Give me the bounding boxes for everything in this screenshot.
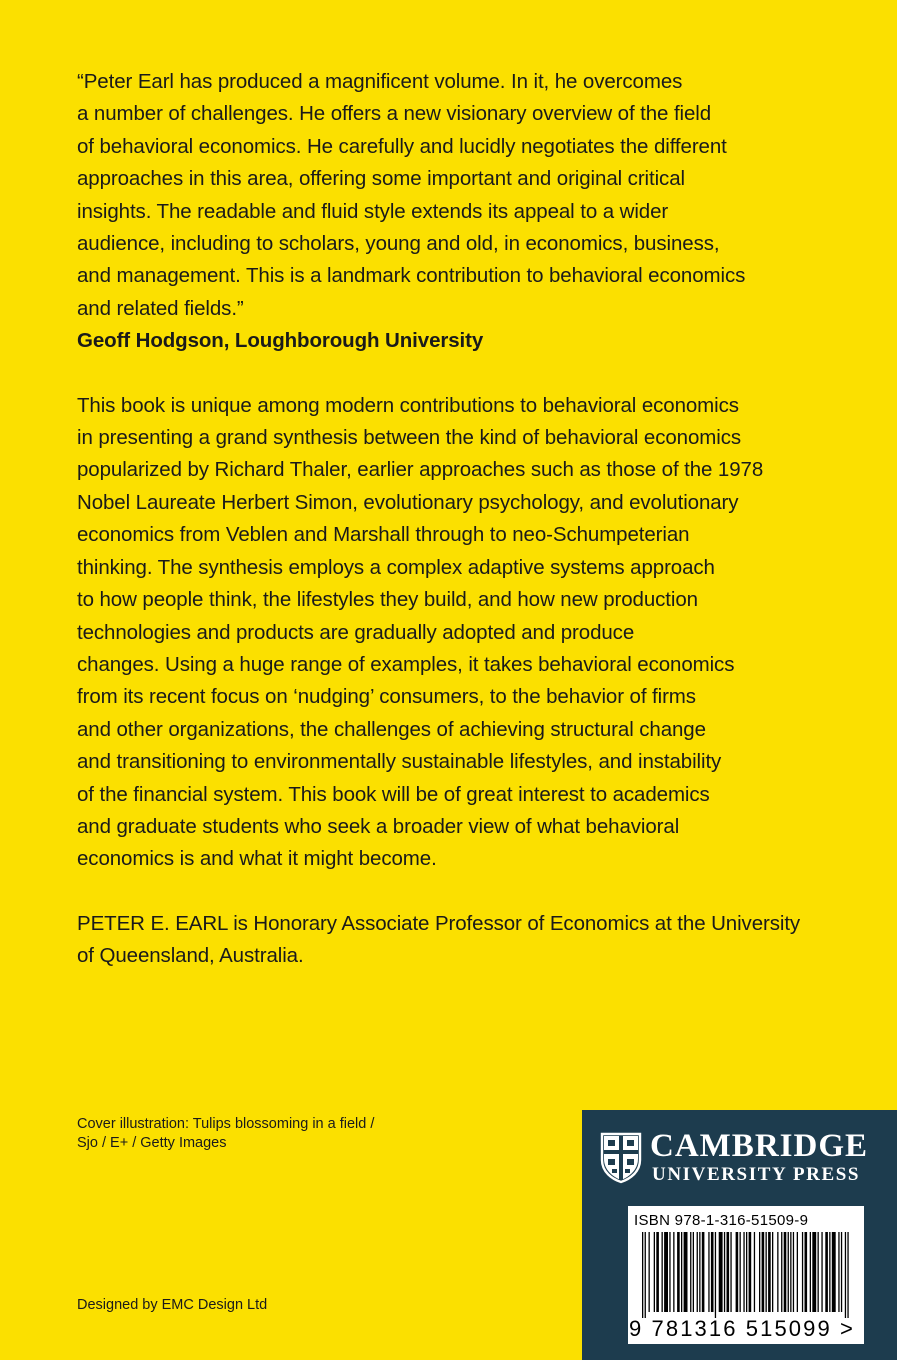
barcode-bar: [802, 1232, 803, 1312]
publisher-logo-text: [650, 1128, 868, 1186]
quote-line: approaches in this area, offering some important and original critical: [77, 167, 685, 191]
description-line: changes. Using a huge range of examples, it takes behavioral economics: [77, 652, 735, 676]
barcode-bar: [724, 1232, 725, 1312]
quote-line: and management. This is a landmark contribution to behavioral economics: [77, 264, 746, 288]
description-line: Nobel Laureate Herbert Simon, evolutionary psychology, and evolutionary: [77, 490, 739, 514]
description-line: from its recent focus on ‘nudging’ consumers, to the behavior of firms: [77, 685, 696, 709]
barcode-bar: [762, 1232, 765, 1312]
barcode-bar: [662, 1232, 663, 1312]
barcode-bar: [715, 1232, 716, 1318]
barcode-bar: [656, 1232, 659, 1312]
barcode-bar: [649, 1232, 650, 1312]
barcode-bar: [818, 1232, 819, 1312]
barcode-bar: [759, 1232, 760, 1312]
quote-line: insights. The readable and fluid style extends its appeal to a wider: [77, 199, 669, 223]
barcode-bar: [777, 1232, 778, 1312]
author-bio: [77, 908, 867, 973]
barcode-bar: [845, 1232, 846, 1318]
barcode-bar: [740, 1232, 741, 1312]
barcode-bar: [790, 1232, 791, 1312]
quote-line: and related fields.”: [77, 296, 244, 320]
blurb-text: [77, 66, 867, 973]
barcode-bar: [841, 1232, 842, 1312]
barcode-bar: [825, 1232, 828, 1312]
barcode-bar: [642, 1232, 643, 1318]
cambridge-shield-icon: [600, 1132, 642, 1184]
barcode-bar: [781, 1232, 782, 1312]
publisher-panel: [582, 1110, 897, 1360]
description-line: popularized by Richard Thaler, earlier approaches such as those of the 1978: [77, 458, 764, 482]
description-line: and transitioning to environmentally sustainable lifestyles, and instability: [77, 750, 722, 774]
barcode-bar: [766, 1232, 767, 1312]
description-line: to how people think, the lifestyles they build, and how new production: [77, 588, 698, 612]
barcode-bar: [746, 1232, 747, 1312]
description-line: and other organizations, the challenges of achieving structural change: [77, 717, 706, 741]
barcode-bar: [749, 1232, 752, 1312]
bio-line: PETER E. EARL is Honorary Associate Professor of Economics at the University: [77, 911, 801, 935]
barcode-bar: [693, 1232, 694, 1312]
description-line: in presenting a grand synthesis between the kind of behavioral economics: [77, 426, 742, 450]
barcode-bar: [654, 1232, 655, 1312]
quote-attribution: Geoff Hodgson, Loughborough University: [77, 329, 484, 353]
barcode-bar: [829, 1232, 830, 1312]
barcode-bar: [664, 1232, 668, 1312]
paragraph-gap: [77, 358, 867, 390]
barcode-label: [628, 1206, 864, 1344]
barcode-bar: [788, 1232, 789, 1312]
barcode-bar: [645, 1232, 646, 1318]
description-line: economics from Veblen and Marshall through to neo-Schumpeterian: [77, 523, 690, 547]
quote-line: audience, including to scholars, young and old, in economics, business,: [77, 232, 720, 256]
publisher-name-line1: CAMBRIDGE: [650, 1128, 869, 1164]
description-line: economics is and what it might become.: [77, 847, 437, 871]
barcode-bar: [684, 1232, 688, 1312]
credit-line: Cover illustration: Tulips blossoming in a field /: [77, 1116, 375, 1132]
barcode-bar: [736, 1232, 739, 1312]
publisher-name-line2: UNIVERSITY PRESS: [652, 1164, 861, 1185]
barcode-bar: [730, 1232, 731, 1312]
barcode-digits: 9 781316 515099 >: [629, 1316, 855, 1341]
barcode-bar: [743, 1232, 744, 1312]
barcode-bar: [812, 1232, 816, 1312]
barcode-bar: [768, 1232, 771, 1312]
bio-line: of Queensland, Australia.: [77, 944, 304, 968]
quote-line: a number of challenges. He offers a new visionary overview of the field: [77, 102, 712, 126]
description-line: This book is unique among modern contributions to behavioral economics: [77, 393, 739, 417]
barcode-bar: [810, 1232, 811, 1312]
barcode-bar: [673, 1232, 674, 1312]
barcode-bar: [699, 1232, 700, 1312]
barcode-bar: [784, 1232, 787, 1312]
description-line: thinking. The synthesis employs a complex adaptive systems approach: [77, 555, 715, 579]
barcode-bar: [838, 1232, 839, 1312]
barcode-bar: [727, 1232, 730, 1312]
book-description: [77, 390, 867, 876]
isbn-text: ISBN 978-1-316-51509-9: [634, 1212, 809, 1229]
quote-line: of behavioral economics. He carefully and lucidly negotiates the different: [77, 134, 727, 158]
barcode-bar: [797, 1232, 798, 1312]
barcode-bar: [677, 1232, 680, 1312]
barcode-bar: [847, 1232, 848, 1318]
barcode-bar: [681, 1232, 682, 1312]
description-line: and graduate students who seek a broader view of what behavioral: [77, 814, 680, 838]
designer-credit: Designed by EMC Design Ltd: [77, 1297, 268, 1313]
credit-line: Sjo / E+ / Getty Images: [77, 1135, 227, 1151]
barcode-bar: [690, 1232, 691, 1312]
barcode-bars: [636, 1232, 856, 1318]
description-line: technologies and products are gradually adopted and produce: [77, 620, 635, 644]
quote-line: “Peter Earl has produced a magnificent volume. In it, he overcomes: [77, 70, 683, 93]
barcode-bar: [772, 1232, 773, 1312]
barcode-bar: [719, 1232, 723, 1312]
barcode-bar: [711, 1232, 714, 1312]
barcode-bar: [697, 1232, 698, 1312]
barcode-bar: [832, 1232, 836, 1312]
barcode-bar: [821, 1232, 822, 1312]
barcode-bar: [669, 1232, 670, 1312]
barcode-bar: [754, 1232, 755, 1312]
barcode-bar: [793, 1232, 794, 1312]
paragraph-gap: [77, 876, 867, 908]
barcode-bar: [708, 1232, 709, 1312]
cover-illustration-credit: [77, 1115, 437, 1153]
description-line: of the financial system. This book will be of great interest to academics: [77, 782, 710, 806]
barcode-bar: [702, 1232, 705, 1312]
endorsement-quote: [77, 66, 867, 358]
barcode-bar: [805, 1232, 808, 1312]
